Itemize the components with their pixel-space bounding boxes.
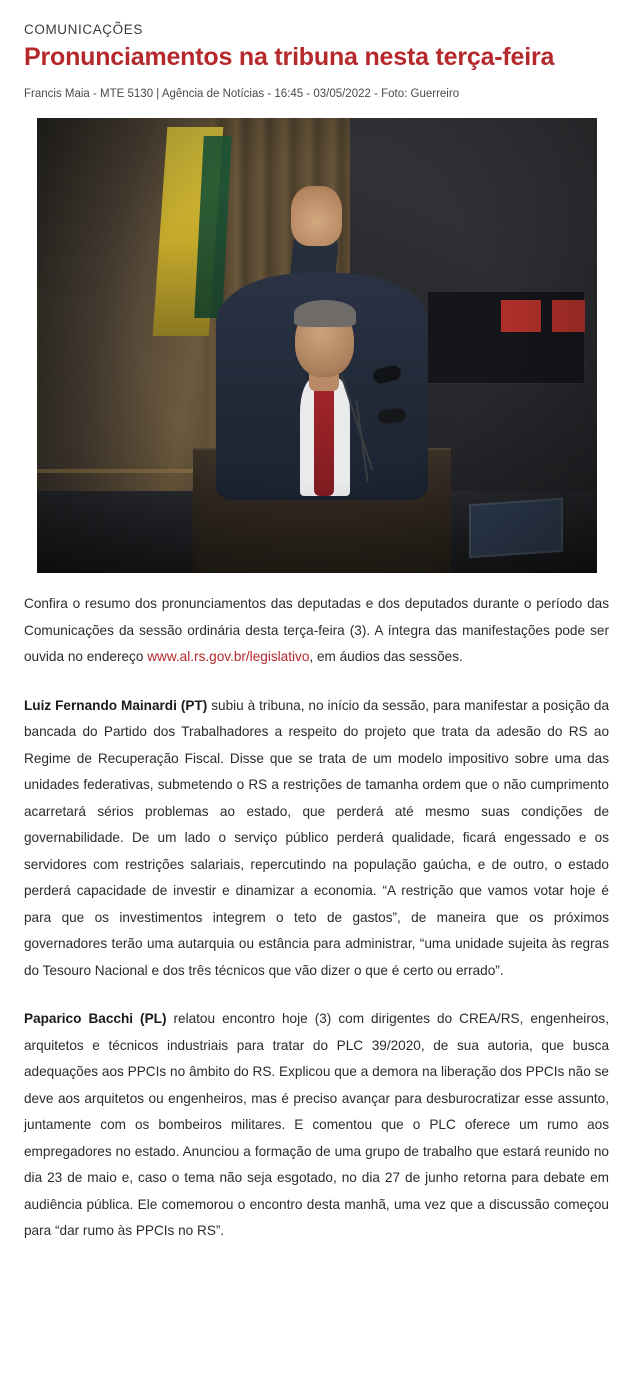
intro-text-after-link: , em áudios das sessões. — [309, 649, 463, 665]
page-title: Pronunciamentos na tribuna nesta terça-feira — [24, 43, 555, 71]
paragraph-mainardi — [24, 693, 609, 985]
speaker-name-bacchi: Paparico Bacchi (PL) — [24, 1011, 167, 1027]
speaker-text-bacchi: relatou encontro hoje (3) com dirigentes do CREA/RS, engenheiros, arquitetos e técnicos industriais para tratar do PLC 39/2020, de sua autoria, que busca adequações aos PPCIs no âmbito do RS. Explicou que a demora na liberação dos PPCIs não se deve aos arquitetos ou engenheiros, mas é preciso avançar para desburocratizar esse assunto, juntamente com os bombeiros militares. E comentou que o PLC oferece um rumo aos empregadores no estado. Anunciou a formação de uma grupo de trabalho que estará reunido no dia 23 de maio e, caso o tema não seja esgotado, no dia 27 de junho retorna para debate em audiência pública. Ele comemorou o encontro desta manhã, uma vez que a discussão começou para “dar rumo às PPCIs no RS”. — [24, 1011, 609, 1239]
article-body — [24, 591, 609, 1245]
speaker-text-mainardi: subiu à tribuna, no início da sessão, para manifestar a posição da bancada do Partido dos Trabalhadores a respeito do projeto que trata da adesão do RS ao Regime de Recuperação Fiscal. Disse que se trata de um modelo impositivo sobre uma das unidades federativas, submetendo o RS a restrições de tamanha ordem que o não cumprimento acarretará sérios problemas ao estado, que perderá até mesmo suas condições de governabilidade. De um lado o serviço público perderá qualidade, ficará engessado e os servidores com restrições salariais, repercutindo na população gaúcha, e de outro, o estado perderá capacidade de investir e dinamizar a economia. “A restrição que vamos votar hoje é para que os investimentos integrem o teto de gastos”, de maneira que os próximos governadores terão uma autarquia ou estância para administrar, “uma unidade sujeita às regras do Tesouro Nacional e dos três técnicos que vão dizer o que é certo ou errado”. — [24, 697, 610, 978]
article-byline: Francis Maia - MTE 5130 | Agência de Notícias - 16:45 - 03/05/2022 - Foto: Guerreiro — [24, 88, 460, 100]
intro-text-before-link: Confira o resumo dos pronunciamentos das deputadas e dos deputados durante o período das Comunicações da sessão ordinária desta terça-feira (3). A íntegra das manifestações pode ser ouvida no endereço — [24, 596, 609, 665]
article-photo-container — [24, 118, 609, 573]
paragraph-intro — [24, 591, 609, 671]
article-photo — [37, 118, 597, 573]
paragraph-bacchi — [24, 1006, 609, 1245]
photo-vignette — [37, 118, 597, 573]
legislativo-link[interactable]: www.al.rs.gov.br/legislativo — [147, 649, 310, 665]
speaker-name-mainardi: Luiz Fernando Mainardi (PT) — [24, 697, 208, 713]
article-kicker: COMUNICAÇÕES — [24, 22, 143, 37]
